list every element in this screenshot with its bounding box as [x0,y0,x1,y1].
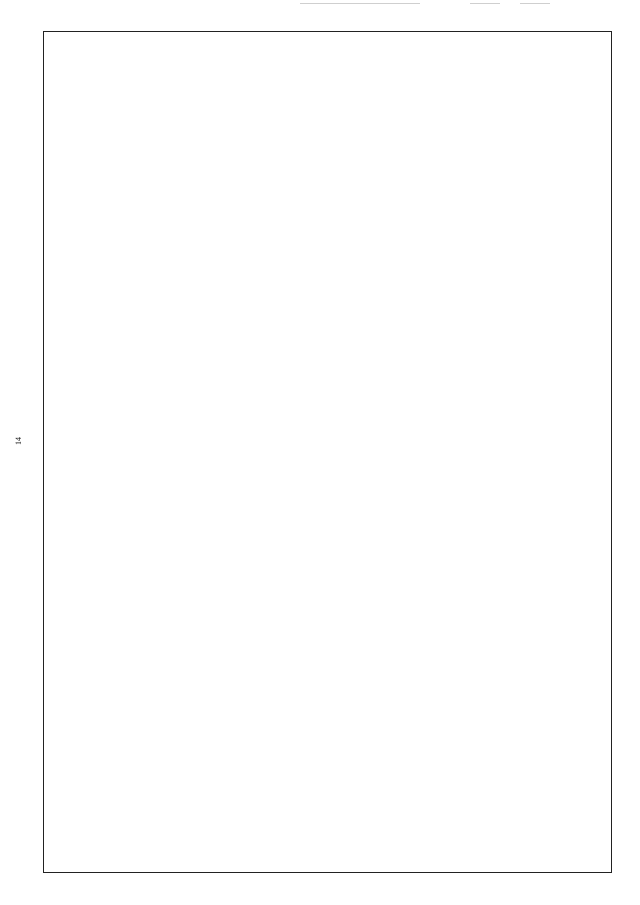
page-number: 14 [14,437,23,445]
top-rule [520,3,550,4]
top-rule [300,3,420,4]
rotated-table [43,31,612,873]
top-rule [470,3,500,4]
